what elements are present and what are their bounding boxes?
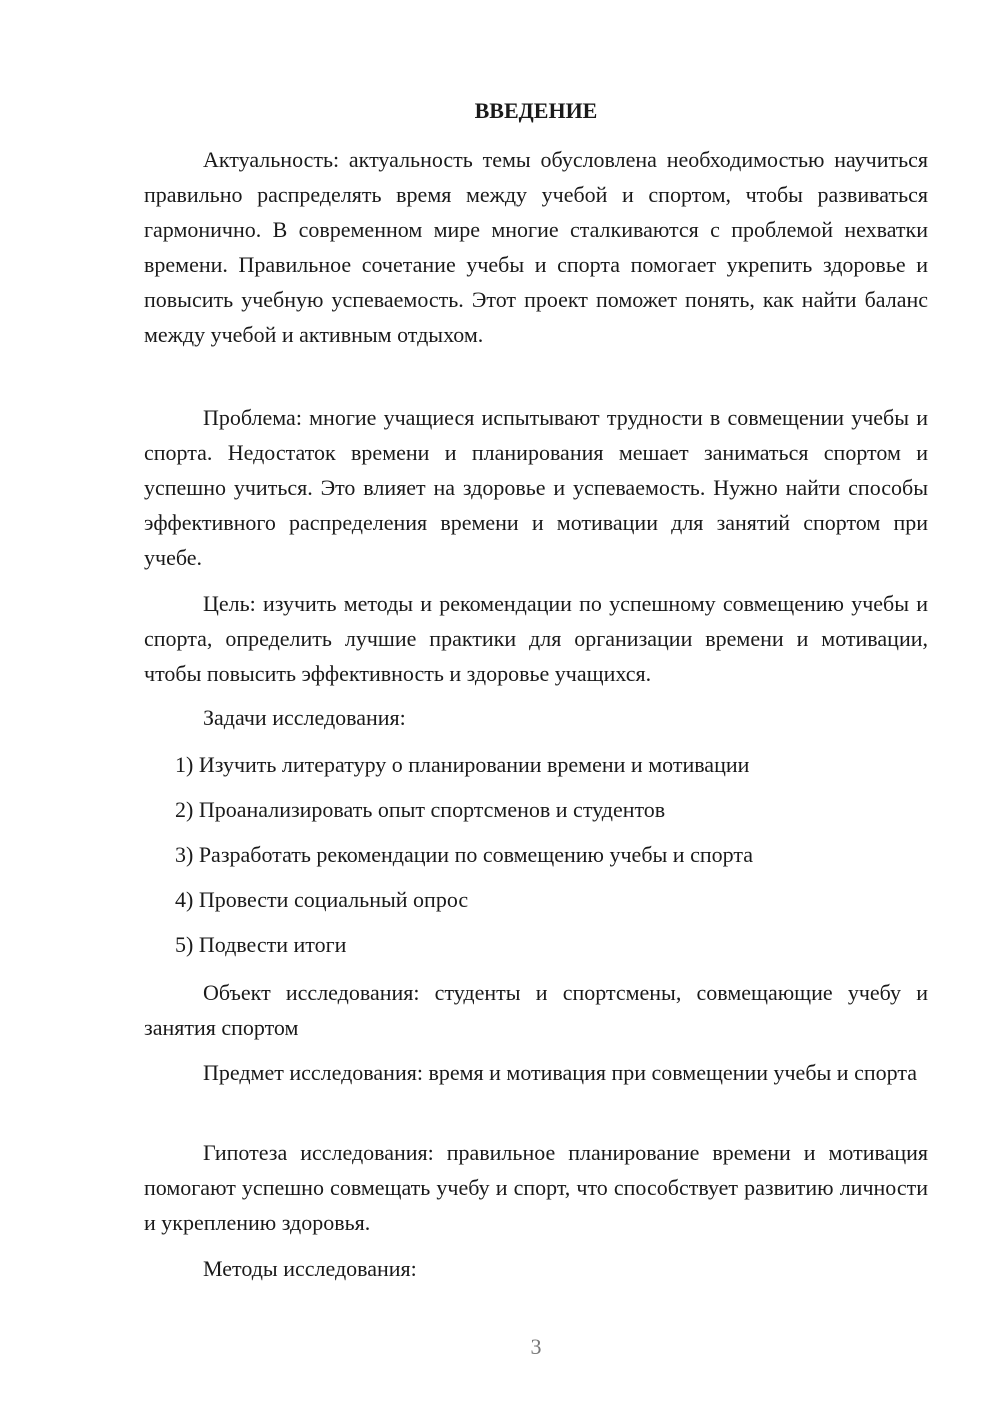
- list-item: 2) Проанализировать опыт спортсменов и студентов: [175, 797, 666, 822]
- list-item: 1) Изучить литературу о планировании времени и мотивации: [175, 752, 750, 777]
- section-title: ВВЕДЕНИЕ: [474, 98, 598, 123]
- relevance-paragraph: Актуальность: актуальность темы обусловлена необходимостью научиться правильно распределять время между учебой и спортом, чтобы развиваться гармонично. В современном мире многие сталкиваются с проблемой нехватки времени. Правильное сочетание учебы и спорта помогает укрепить здоровье и повысить учебную успеваемость. Этот проект поможет понять, как найти баланс между учебой и активным отдыхом.: [144, 147, 928, 347]
- methods-heading: Методы исследования:: [203, 1256, 417, 1281]
- hypothesis-paragraph: Гипотеза исследования: правильное планирование времени и мотивация помогают успешно совмещать учебу и спорт, что способствует развитию личности и укреплению здоровья.: [144, 1140, 928, 1235]
- list-item: 5) Подвести итоги: [175, 932, 347, 957]
- goal-paragraph: Цель: изучить методы и рекомендации по успешному совмещению учебы и спорта, определить лучшие практики для организации времени и мотивации, чтобы повысить эффективность и здоровье учащихся.: [144, 591, 928, 686]
- problem-paragraph: Проблема: многие учащиеся испытывают трудности в совмещении учебы и спорта. Недостаток времени и планирования мешает заниматься спортом и успешно учиться. Это влияет на здоровье и успеваемость. Нужно найти способы эффективного распределения времени и мотивации для занятий спортом при учебе.: [144, 405, 928, 570]
- list-item: 3) Разработать рекомендации по совмещению учебы и спорта: [175, 842, 753, 867]
- list-item: 4) Провести социальный опрос: [175, 887, 469, 912]
- subject-paragraph: Предмет исследования: время и мотивация при совмещении учебы и спорта: [203, 1060, 917, 1085]
- tasks-heading: Задачи исследования:: [203, 705, 406, 730]
- page-number: 3: [530, 1334, 542, 1359]
- object-paragraph: Объект исследования: студенты и спортсмены, совмещающие учебу и занятия спортом: [144, 980, 928, 1040]
